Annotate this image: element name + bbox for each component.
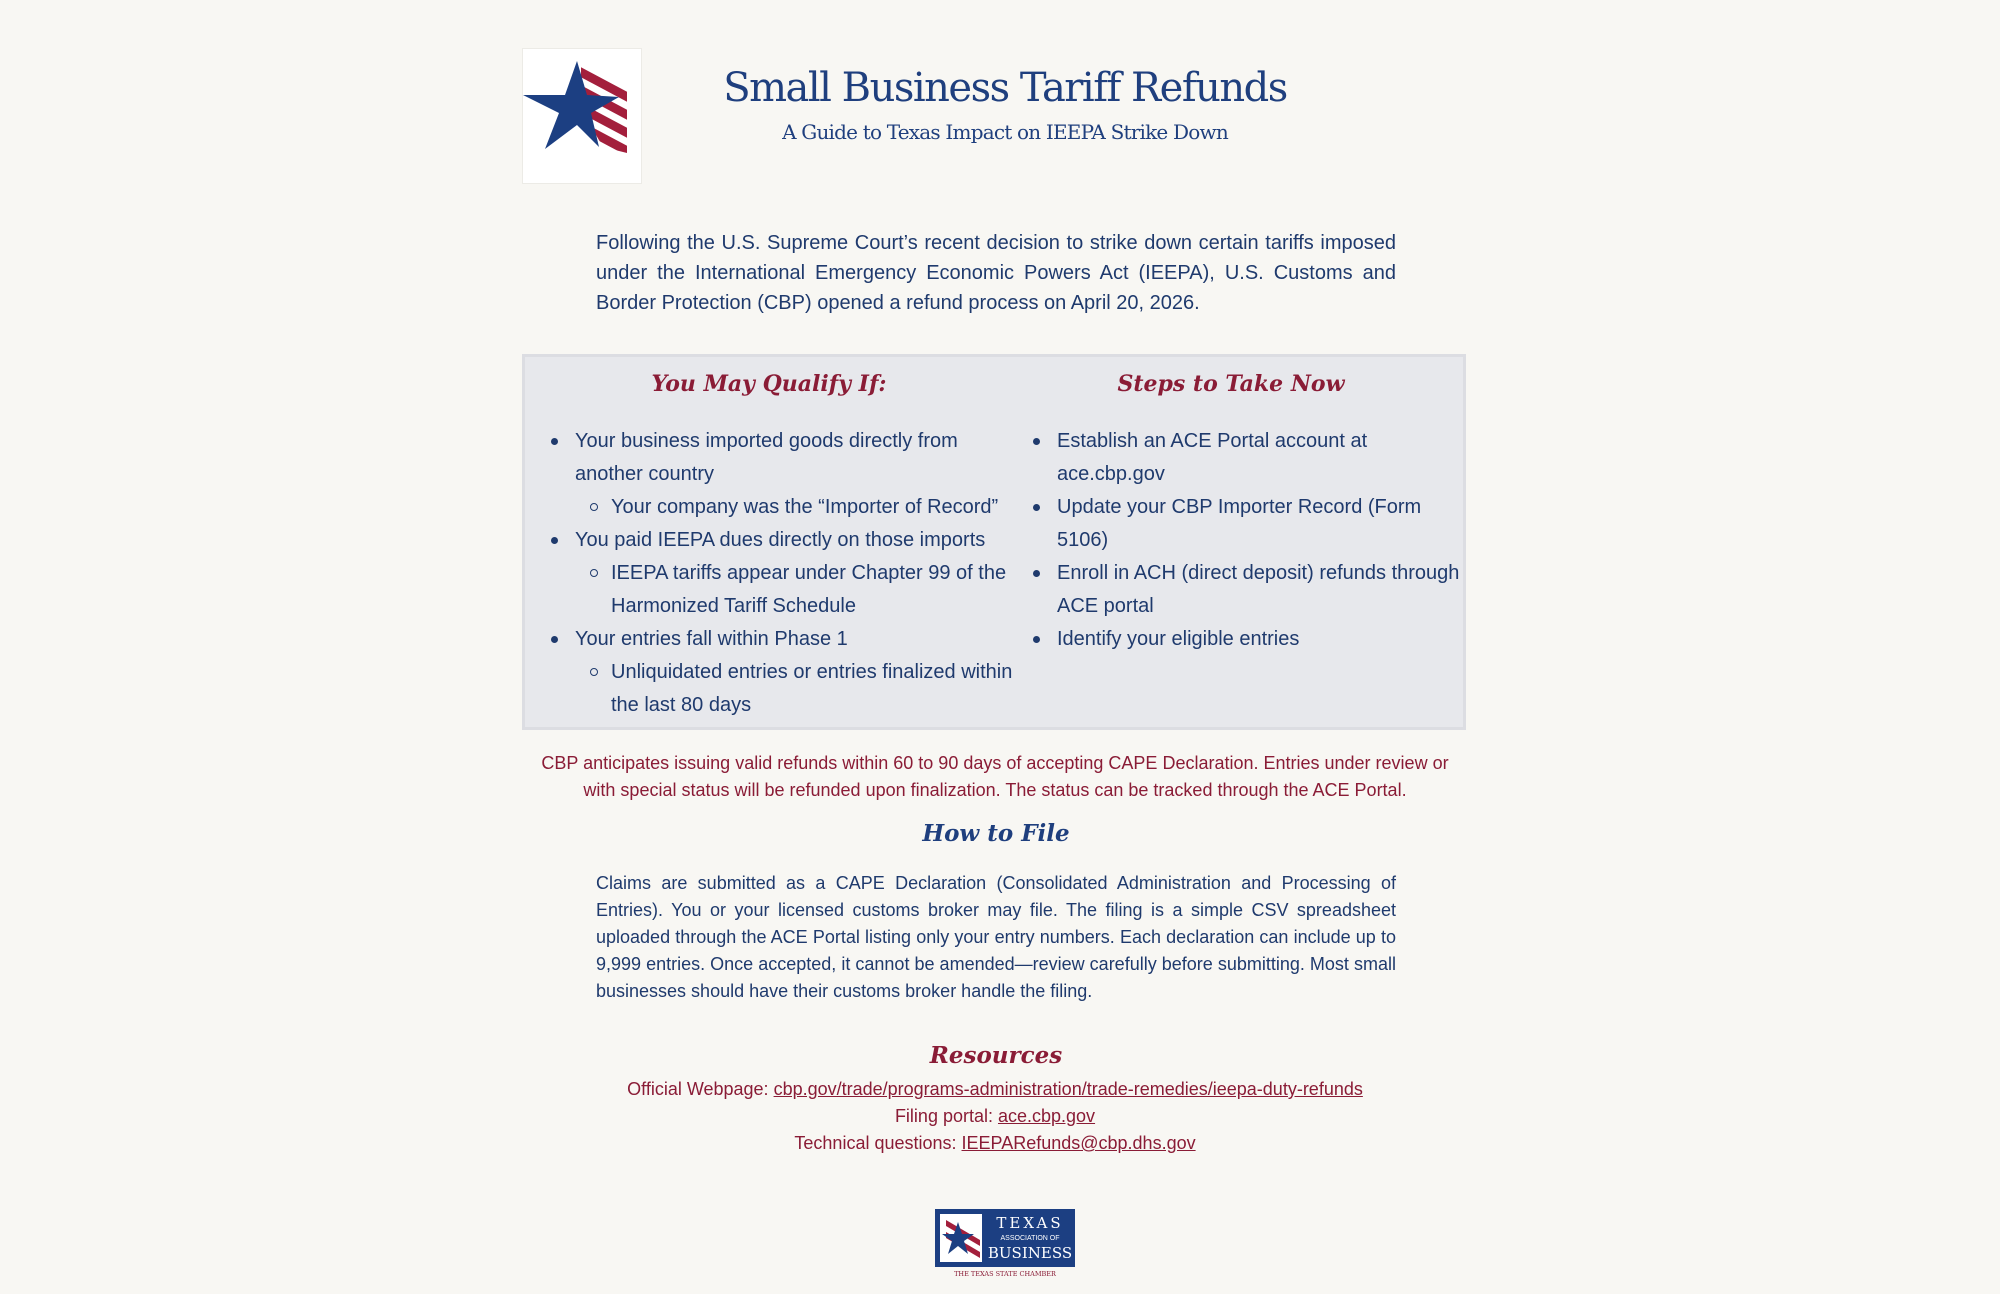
sub-list-item: IEEPA tariffs appear under Chapter 99 of the Harmonized Tariff Schedule: [539, 557, 1019, 623]
how-to-file-heading: How to File: [922, 820, 1070, 847]
technical-questions-label: Technical questions:: [794, 1133, 962, 1153]
steps-column: [1021, 357, 1461, 656]
refund-timing-notice: CBP anticipates issuing valid refunds within 60 to 90 days of accepting CAPE Declaration. Entries under review or with special status will be refunded upon finalization. The status can be tracked through the ACE Portal.: [541, 753, 1449, 800]
sub-list-item: Your company was the “Importer of Record”: [539, 491, 1019, 524]
list-item: You paid IEEPA dues directly on those imports: [539, 524, 1019, 557]
list-item: Establish an ACE Portal account at ace.cbp.gov: [1021, 425, 1461, 491]
sub-list-item: Unliquidated entries or entries finalized within the last 80 days: [539, 656, 1019, 722]
how-to-file-paragraph: Claims are submitted as a CAPE Declaration (Consolidated Administration and Processing of Entries). You or your licensed customs broker may file. The filing is a simple CSV spreadsheet uploaded through the ACE Portal listing only your entry numbers. Each declaration can include up to 9,999 entries. Once accepted, it cannot be amended—review carefully before submitting. Most small businesses should have their customs broker handle the filing.: [596, 873, 1396, 1001]
filing-portal-line: [480, 1103, 1510, 1130]
official-webpage-link[interactable]: cbp.gov/trade/programs-administration/trade-remedies/ieepa-duty-refunds: [773, 1079, 1363, 1099]
intro-paragraph: Following the U.S. Supreme Court’s recent decision to strike down certain tariffs imposed under the International Emergency Economic Powers Act (IEEPA), U.S. Customs and Border Protection (CBP) opened a refund process on April 20, 2026.: [596, 232, 1396, 314]
qualify-heading: You May Qualify If:: [651, 371, 887, 397]
texas-association-of-business-logo: [934, 1208, 1080, 1278]
list-item: Identify your eligible entries: [1021, 623, 1461, 656]
logo-line-chamber: THE TEXAS STATE CHAMBER: [954, 1270, 1056, 1278]
qualify-column: [539, 357, 1019, 722]
page-subtitle: A Guide to Texas Impact on IEEPA Strike Down: [782, 120, 1228, 144]
filing-portal-link[interactable]: ace.cbp.gov: [997, 1106, 1096, 1126]
eligibility-steps-panel: [522, 354, 1466, 730]
steps-heading: Steps to Take Now: [1117, 371, 1345, 397]
logo-line-texas: TEXAS: [996, 1214, 1064, 1232]
list-item: Your business imported goods directly from another country: [539, 425, 1019, 491]
qualify-list: [539, 425, 1019, 722]
technical-questions-line: [480, 1130, 1510, 1157]
list-item: Update your CBP Importer Record (Form 5106): [1021, 491, 1461, 557]
technical-questions-email-link[interactable]: IEEPARefunds@cbp.dhs.gov: [961, 1133, 1196, 1153]
official-webpage-line: [480, 1076, 1510, 1103]
filing-portal-label: Filing portal:: [894, 1106, 998, 1126]
logo-line-business: BUSINESS: [987, 1244, 1073, 1262]
official-webpage-label: Official Webpage:: [627, 1079, 774, 1099]
list-item: Your entries fall within Phase 1: [539, 623, 1019, 656]
resources-heading: Resources: [929, 1042, 1063, 1069]
star-stripes-icon: [523, 49, 641, 183]
logo-line-association: ASSOCIATION OF: [1000, 1235, 1060, 1242]
page-title: Small Business Tariff Refunds: [723, 65, 1287, 111]
list-item: Enroll in ACH (direct deposit) refunds through ACE portal: [1021, 557, 1461, 623]
steps-list: [1021, 425, 1461, 656]
star-flag-logo: [522, 48, 642, 184]
